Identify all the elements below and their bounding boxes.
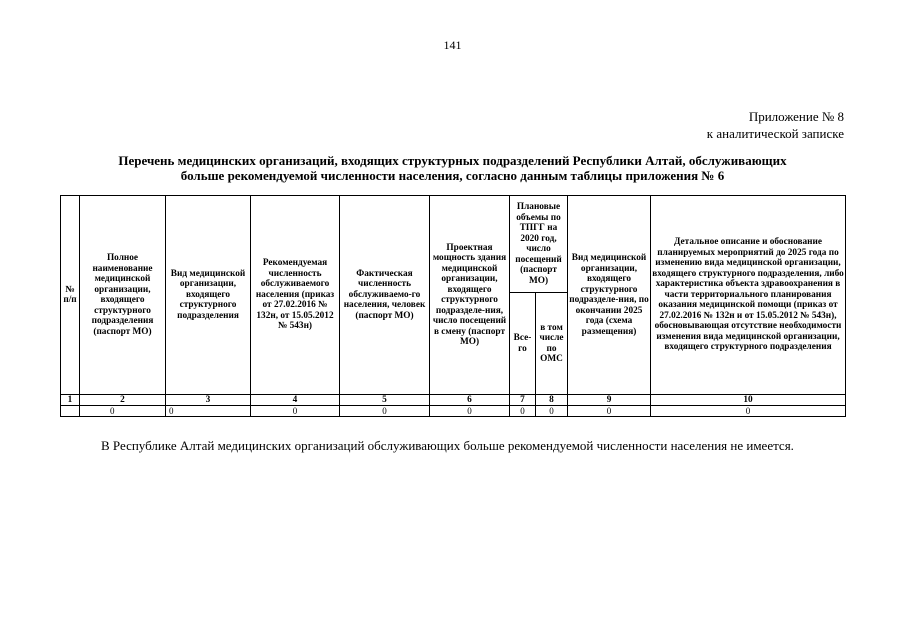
- table-cell: 0: [510, 406, 536, 417]
- column-number: 3: [166, 395, 251, 406]
- header-number: № п/п: [61, 196, 80, 395]
- header-detailed-description: Детальное описание и обоснование планируемых мероприятий до 2025 года по изменению вида медицинской организации, входящего структурного подразделения, либо характеристика объекта здравоохранения в части территориального планирования оказания медицинской помощи (приказ от 27.02.2016 № 132н и от 15.05.2012 № 543н), обосновывающая отсутствие необходимости изменения вида медицинской организации, входящего структурного подразделения: [651, 196, 846, 395]
- page-number: 141: [443, 38, 462, 52]
- table-cell: 0: [536, 406, 568, 417]
- appendix-line-1: Приложение № 8: [748, 109, 844, 124]
- header-design-capacity: Проектная мощность здания медицинской организации, входящего структурного подразделе-ния, число посещений в смену (паспорт МО): [430, 196, 510, 395]
- table-cell: 0: [340, 406, 430, 417]
- document-title: [60, 153, 845, 183]
- conclusion-paragraph: В Республике Алтай медицинских организаций обслуживающих больше рекомендуемой численности населения не имеется.: [101, 438, 794, 453]
- column-number: 2: [80, 395, 166, 406]
- table-cell: 0: [80, 406, 166, 417]
- header-planned-volumes: Плановые объемы по ТПГГ на 2020 год, число посещений (паспорт МО): [510, 196, 568, 293]
- header-row-1: [61, 196, 846, 293]
- header-oms: в том числе по ОМС: [536, 293, 568, 395]
- header-organization-name: Полное наименование медицинской организации, входящего структурного подразделения (паспорт МО): [80, 196, 166, 395]
- table-cell: 0: [568, 406, 651, 417]
- header-total: Все-го: [510, 293, 536, 395]
- column-number: 4: [251, 395, 340, 406]
- header-type-after-2025: Вид медицинской организации, входящего структурного подразделе-ния, по окончании 2025 года (схема размещения): [568, 196, 651, 395]
- column-number: 10: [651, 395, 846, 406]
- table-cell: 0: [166, 406, 251, 417]
- column-number: 1: [61, 395, 80, 406]
- column-number: 9: [568, 395, 651, 406]
- column-number: 8: [536, 395, 568, 406]
- column-numbers-row: [61, 395, 846, 406]
- column-number: 6: [430, 395, 510, 406]
- organizations-table: [60, 195, 846, 417]
- title-line-2: больше рекомендуемой численности населения, согласно данным таблицы приложения № 6: [180, 168, 725, 183]
- header-recommended-population: Рекомендуемая численность обслуживаемого населения (приказ от 27.02.2016 № 132н, от 15.05.2012 № 543н): [251, 196, 340, 395]
- title-line-1: Перечень медицинских организаций, входящих структурных подразделений Республики Алтай, обслуживающих: [118, 153, 787, 168]
- table-cell: 0: [651, 406, 846, 417]
- header-actual-population: Фактическая численность обслуживаемо-го населения, человек (паспорт МО): [340, 196, 430, 395]
- table-cell: [61, 406, 80, 417]
- table-cell: 0: [251, 406, 340, 417]
- table-row: [61, 406, 846, 417]
- column-number: 5: [340, 395, 430, 406]
- appendix-line-2: к аналитической записке: [706, 126, 844, 141]
- header-organization-type: Вид медицинской организации, входящего структурного подразделения: [166, 196, 251, 395]
- table-cell: 0: [430, 406, 510, 417]
- appendix-label: [707, 108, 844, 142]
- column-number: 7: [510, 395, 536, 406]
